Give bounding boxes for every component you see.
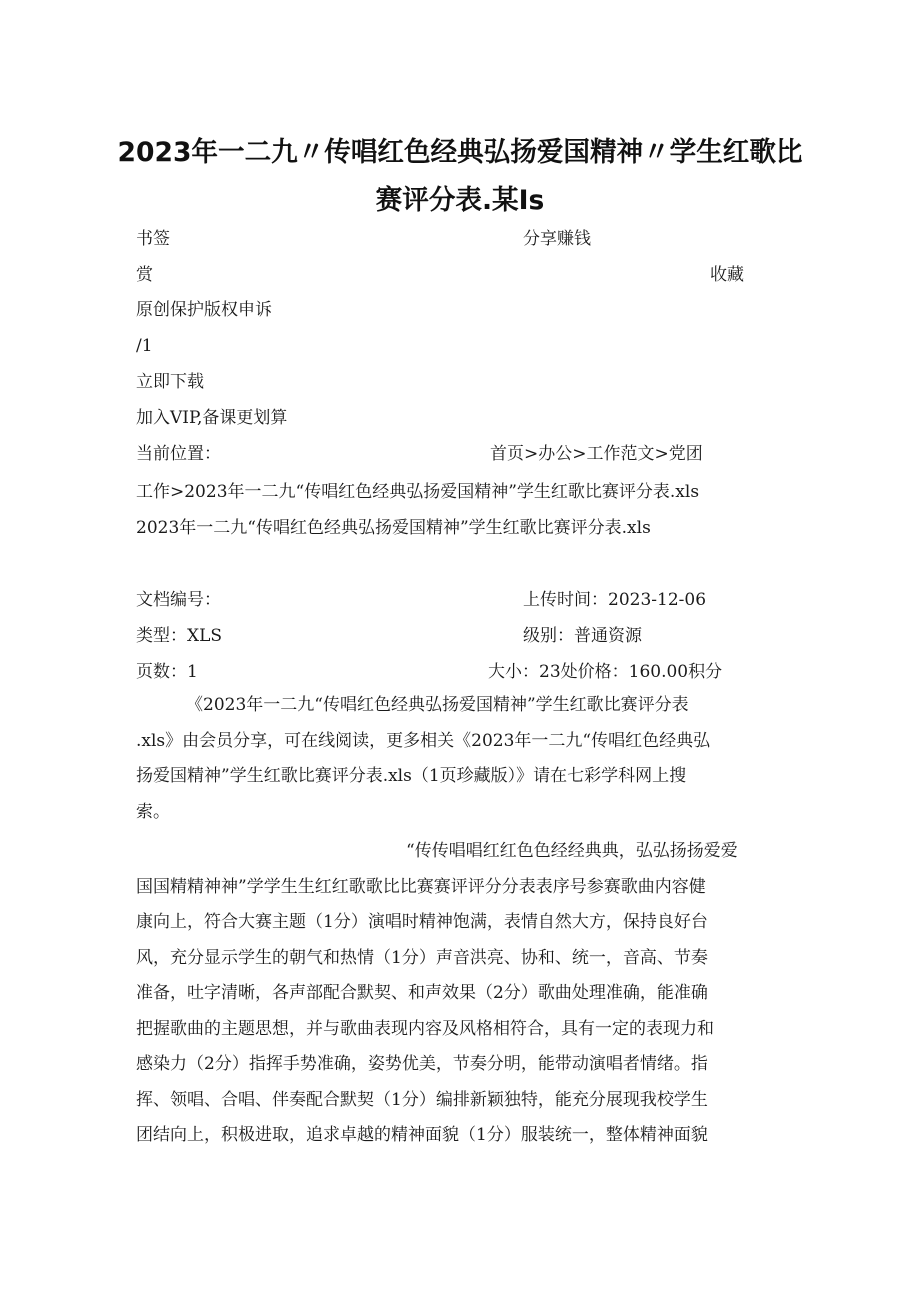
reward-link[interactable]: 赏 (136, 265, 153, 285)
doc-level: 级别：普通资源 (523, 626, 642, 646)
text-line: 把握歌曲的主题思想，并与歌曲表现内容及风格相符合，具有一定的表现力和 (136, 1018, 714, 1039)
content-paragraph (136, 834, 776, 1154)
size-price: 大小：23处价格：160.00积分 (488, 662, 723, 682)
share-earn-link[interactable]: 分享赚钱 (523, 229, 591, 249)
breadcrumb-path-continued[interactable]: 工作>2023年一二九“传唱红色经典弘扬爱国精神”学生红歌比赛评分表.xls (136, 482, 700, 502)
doc-type: 类型：XLS (136, 626, 223, 646)
breadcrumb-label: 当前位置： (136, 444, 221, 464)
text-line: .xls》由会员分享，可在线阅读，更多相关《2023年一二九“传唱红色经典弘 (136, 730, 711, 751)
text-line: 挥、领唱、合唱、伴奏配合默契（1分）编排新颖独特，能充分展现我校学生 (136, 1089, 708, 1110)
text-line: 团结向上，积极进取，追求卓越的精神面貌（1分）服装统一，整体精神面貌 (136, 1125, 708, 1145)
text-line: “传传唱唱红红色色经经典典，弘弘扬扬爱爱 (406, 841, 738, 861)
page-count: 页数：1 (136, 662, 198, 682)
breadcrumb-current: 2023年一二九“传唱红色经典弘扬爱国精神”学生红歌比赛评分表.xls (136, 518, 651, 538)
copyright-complaint-link[interactable]: 原创保护版权申诉 (136, 300, 272, 320)
document-title-line-1: 2023年一二九〃传唱红色经典弘扬爱国精神〃学生红歌比 (117, 137, 803, 168)
text-line: 索。 (136, 801, 170, 822)
intro-paragraph (136, 688, 776, 830)
breadcrumb-path[interactable]: 首页>办公>工作范文>党团 (490, 444, 703, 464)
favorite-link[interactable]: 收藏 (710, 265, 744, 285)
download-button[interactable]: 立即下载 (136, 372, 204, 392)
text-line: 扬爱国精神”学生红歌比赛评分表.xls（1页珍藏版）》请在七彩学科网上搜 (136, 766, 687, 786)
text-line: 感染力（2分）指挥手势准确，姿势优美，节奏分明，能带动演唱者情绪。指 (136, 1054, 708, 1074)
doc-number-label: 文档编号： (136, 590, 221, 610)
text-line: 准备，吐字清晰，各声部配合默契、和声效果（2分）歌曲处理准确，能准确 (136, 983, 708, 1003)
document-title-line-2: 赛评分表.某Is (375, 185, 545, 216)
bookmark-link[interactable]: 书签 (136, 229, 170, 249)
text-line: 风，充分显示学生的朝气和热情（1分）声音洪亮、协和、统一，音高、节奏 (136, 947, 708, 968)
upload-time: 上传时间：2023-12-06 (523, 590, 707, 610)
join-vip-link[interactable]: 加入VIP,备课更划算 (136, 408, 288, 428)
text-line: 康向上，符合大赛主题（1分）演唱时精神饱满，表情自然大方，保持良好台 (136, 912, 708, 932)
text-line: 国国精精神神”学学生生红红歌歌比比赛赛评评分分表表序号参赛歌曲内容健 (136, 876, 706, 897)
text-line: 《2023年一二九“传唱红色经典弘扬爱国精神”学生红歌比赛评分表 (186, 695, 689, 715)
page-indicator: /1 (136, 336, 153, 356)
